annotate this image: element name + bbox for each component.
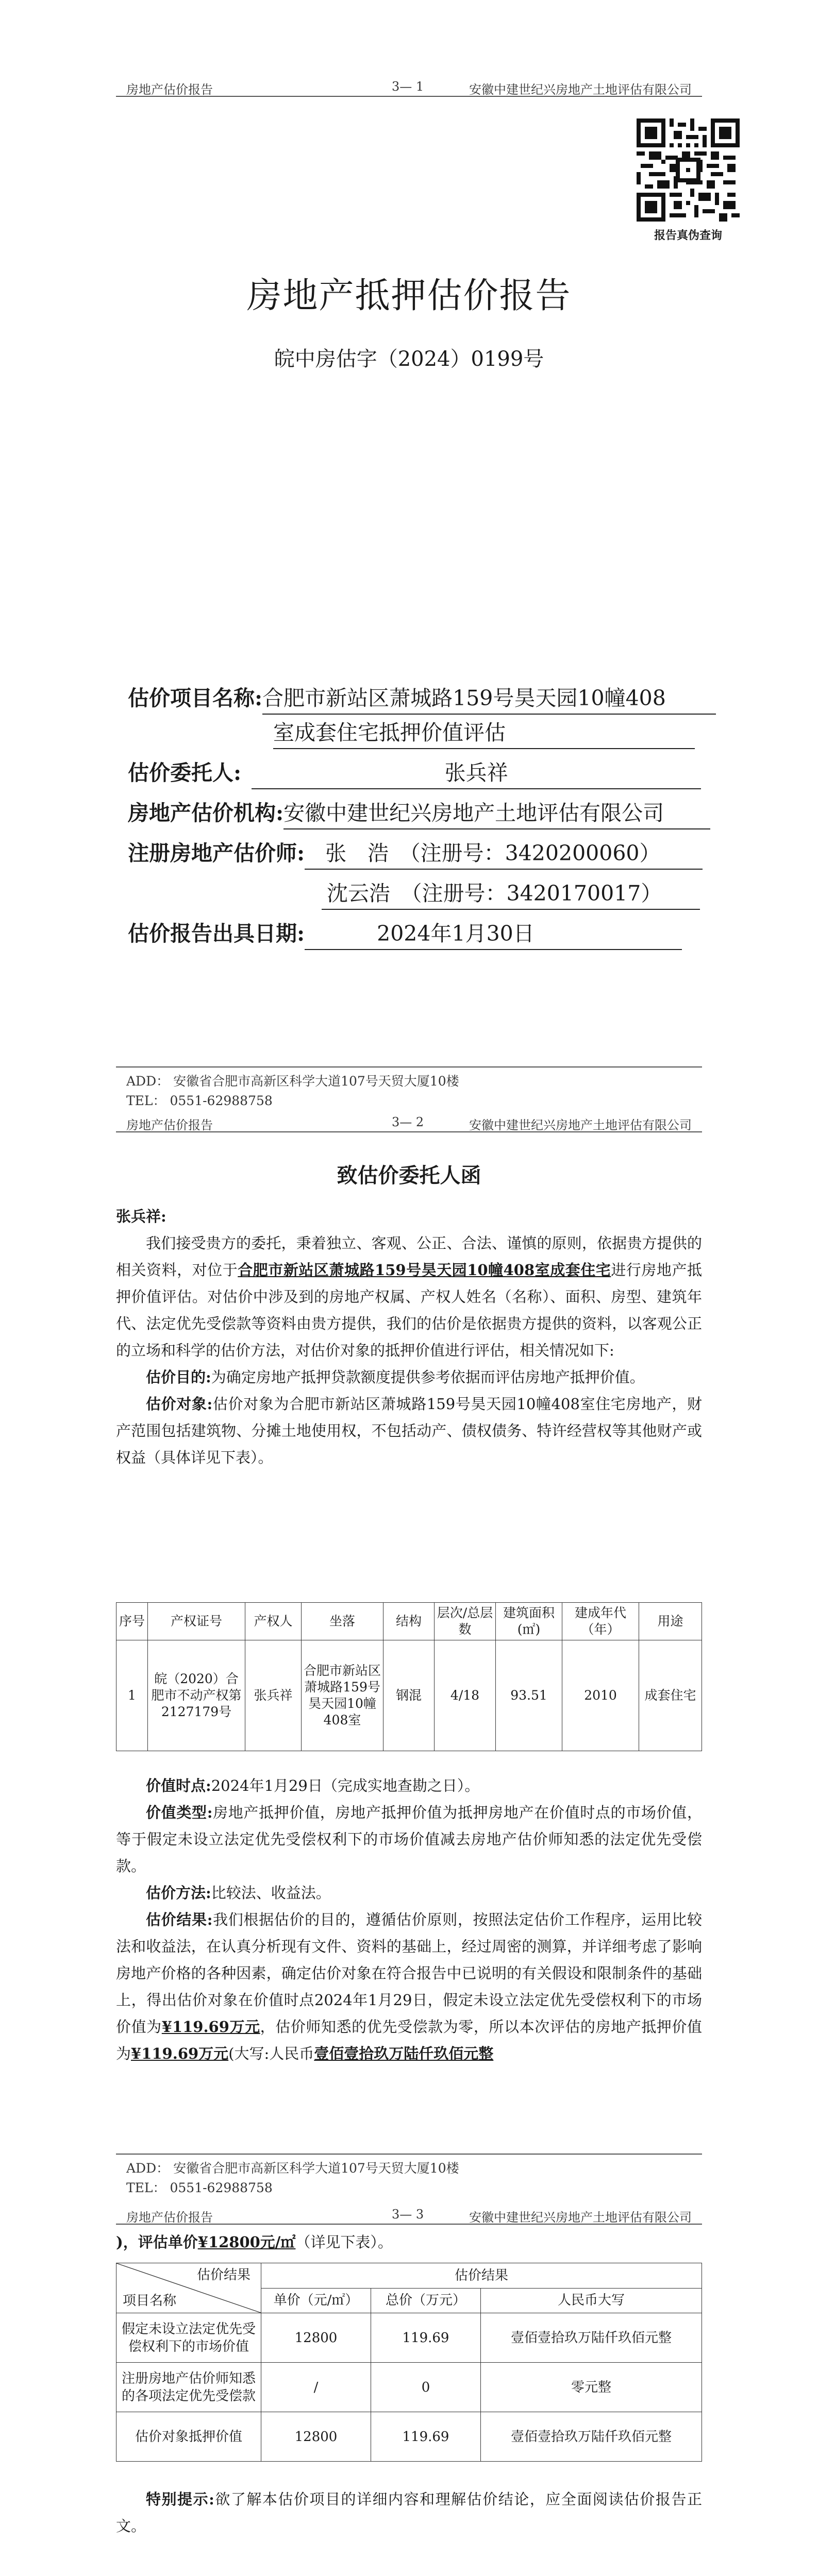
- table-header-cell: 建成年代（年）: [562, 1603, 639, 1640]
- qr-caption: 报告真伪查询: [654, 229, 722, 242]
- table-corner-cell: [116, 2263, 261, 2313]
- summary-table: [116, 2263, 702, 2462]
- header-left: 房地产估价报告: [126, 1118, 213, 1132]
- page-header: [116, 77, 702, 97]
- table-row: [116, 2363, 702, 2412]
- header-right: 安徽中建世纪兴房地产土地评估有限公司: [469, 82, 692, 97]
- table-row: [116, 2412, 702, 2462]
- table-cell: 93.51: [496, 1640, 562, 1751]
- property-address: 合肥市新站区萧城路159号昊天园10幢408室成套住宅: [238, 1261, 611, 1279]
- table-cell: 4/18: [435, 1640, 496, 1751]
- footer-tel: TEL： 0551-62988758: [126, 1093, 273, 1108]
- project-label: 估价项目名称:: [128, 686, 263, 710]
- value-date-paragraph: 价值时点:2024年1月29日（完成实地查勘之日）。: [146, 1777, 480, 1794]
- project-name-row: [128, 683, 716, 715]
- date-value: 2024年1月30日: [305, 918, 682, 950]
- table-header-row: [116, 1603, 702, 1640]
- object-paragraph: 估价对象:估价对象为合肥市新站区萧城路159号昊天园10幢408室住宅房地产，财产范围包括建筑物、分摊土地使用权，不包括动产、债权债务、特许经营权等其他财产或权益（具体详见下表）。: [116, 1395, 702, 1466]
- appraiser-2: 沈云浩 （注册号：3420170017）: [322, 878, 700, 910]
- client-value: 张兵祥: [252, 757, 701, 789]
- table-cell: 2010: [562, 1640, 639, 1751]
- table-cell: 皖（2020）合肥市不动产权第2127179号: [148, 1640, 245, 1751]
- table-cell: 钢混: [383, 1640, 435, 1751]
- project-value-line1: 合肥市新站区萧城路159号昊天园10幢408: [262, 683, 716, 715]
- value-type-paragraph: 价值类型:房地产抵押价值，房地产抵押价值为抵押房地产在价值时点的市场价值，等于假定未设立法定优先受偿权利下的市场价值减去房地产估价师知悉的法定优先受偿款。: [116, 1804, 702, 1875]
- header-left: 房地产估价报告: [126, 82, 213, 97]
- table-cell: 壹佰壹拾玖万陆仟玖佰元整: [481, 2313, 702, 2363]
- table-header-cell: 坐落: [302, 1603, 383, 1640]
- page-number: 3— 3: [392, 2207, 424, 2222]
- appraiser-label: 注册房地产估价师:: [128, 841, 305, 866]
- table-row: [116, 2313, 702, 2363]
- page-footer: [116, 1066, 702, 1111]
- report-number: 皖中房估字（2024）0199号: [274, 347, 544, 371]
- page-summary: [0, 2205, 818, 2576]
- project-name-row2: [273, 717, 695, 749]
- agency-value: 安徽中建世纪兴房地产土地评估有限公司: [283, 798, 710, 829]
- page-footer: [116, 2154, 702, 2198]
- table-header-row: [116, 2263, 702, 2289]
- table-header-cell: 层次/总层数: [435, 1603, 496, 1640]
- corner-bottom: 项目名称: [123, 2293, 177, 2309]
- appraiser-1: 张 浩 （注册号：3420200060）: [305, 838, 703, 870]
- appraiser-row2: [322, 878, 700, 910]
- table-header-cell: 产权证号: [148, 1603, 245, 1640]
- agency-label: 房地产估价机构:: [128, 801, 284, 825]
- table-cell: 合肥市新站区萧城路159号昊天园10幢408室: [302, 1640, 383, 1751]
- page-letter: [0, 1108, 818, 2200]
- table-header-cell: 序号: [116, 1603, 148, 1640]
- purpose-paragraph: 估价目的:为确定房地产抵押贷款额度提供参考依据而评估房地产抵押价值。: [146, 1368, 645, 1386]
- table-cell: /: [261, 2363, 371, 2412]
- letter-body-top: [116, 1203, 702, 1471]
- appraiser-row: [128, 838, 703, 870]
- page-cover: [0, 0, 818, 1108]
- corner-top: 估价结果: [196, 2267, 251, 2283]
- market-value: ¥119.69万元: [161, 2018, 260, 2036]
- table-cell: 12800: [261, 2412, 371, 2462]
- page-number: 3— 2: [392, 1115, 424, 1129]
- table-cell: 假定未设立法定优先受偿权利下的市场价值: [116, 2313, 261, 2363]
- table-header-cell: 用途: [639, 1603, 702, 1640]
- qr-code-icon[interactable]: [637, 118, 740, 222]
- table-cell: 张兵祥: [245, 1640, 302, 1751]
- property-table: [116, 1602, 702, 1751]
- footer-tel: TEL： 0551-62988758: [126, 2180, 273, 2195]
- table-header-cell: 单价（元/㎡）: [261, 2288, 371, 2313]
- table-cell: 成套住宅: [639, 1640, 702, 1751]
- table-header-cell: 总价（万元）: [371, 2288, 481, 2313]
- mortgage-value: ¥119.69万元: [131, 2045, 229, 2062]
- table-cell: 估价对象抵押价值: [116, 2412, 261, 2462]
- date-row: [128, 918, 682, 950]
- table-cell: 注册房地产估价师知悉的各项法定优先受偿款: [116, 2363, 261, 2412]
- page-number: 3— 1: [392, 79, 424, 94]
- report-title: 房地产抵押估价报告: [246, 276, 572, 316]
- date-label: 估价报告出具日期:: [128, 921, 305, 946]
- header-right: 安徽中建世纪兴房地产土地评估有限公司: [469, 2210, 692, 2225]
- method-paragraph: 估价方法:比较法、收益法。: [146, 1884, 331, 1902]
- value-in-words: 壹佰壹拾玖万陆仟玖佰元整: [314, 2045, 494, 2062]
- table-header-cell: 估价结果: [261, 2263, 702, 2289]
- table-header-cell: 产权人: [245, 1603, 302, 1640]
- table-cell: 119.69: [371, 2412, 481, 2462]
- client-row: [128, 757, 701, 789]
- page-header: [116, 2205, 702, 2225]
- table-row: [116, 1640, 702, 1751]
- header-right: 安徽中建世纪兴房地产土地评估有限公司: [469, 1118, 692, 1132]
- table-header-cell: 建筑面积(㎡): [496, 1603, 562, 1640]
- letter-title: 致估价委托人函: [337, 1163, 481, 1188]
- table-cell: 壹佰壹拾玖万陆仟玖佰元整: [481, 2412, 702, 2462]
- header-left: 房地产估价报告: [126, 2210, 213, 2225]
- page-header: [116, 1113, 702, 1132]
- table-cell: 零元整: [481, 2363, 702, 2412]
- agency-row: [128, 798, 710, 829]
- table-cell: 0: [371, 2363, 481, 2412]
- table-cell: 1: [116, 1640, 148, 1751]
- client-label: 估价委托人:: [128, 760, 242, 785]
- footer-address: ADD： 安徽省合肥市高新区科学大道107号天贸大厦10楼: [126, 2161, 459, 2176]
- unit-price: ¥12800元/㎡: [197, 2233, 296, 2251]
- special-note: 特别提示:欲了解本估价项目的详细内容和理解估价结论，应全面阅读估价报告正文。: [116, 2490, 702, 2535]
- result-paragraph: 估价结果:我们根据估价的目的，遵循估价原则，按照法定估价工作程序，运用比较法和收益法，在认真分析现有文件、资料的基础上，经过周密的测算，并详细考虑了影响房地产价格的各种因素，确定估价对象在符合报告中已说明的有关假设和限制条件的基础上，得出估价对象在价值时点2024年1月29日，假定未设立法定优先受偿权利下的市场价值为¥119.69万元，估价师知悉的优先受偿款为零，所以本次评估的房地产抵押价值为¥119.69万元(大写:人民币壹佰壹拾玖万陆仟玖佰元整: [116, 1911, 702, 2062]
- table-cell: 119.69: [371, 2313, 481, 2363]
- table-cell: 12800: [261, 2313, 371, 2363]
- table-header-cell: 结构: [383, 1603, 435, 1640]
- intro-paragraph: 我们接受贵方的委托，秉着独立、客观、公正、合法、谨慎的原则，依据贵方提供的相关资料，对位于合肥市新站区萧城路159号昊天园10幢408室成套住宅进行房地产抵押价值评估。对估价中涉及到的房地产权属、产权人姓名（名称）、面积、房型、建筑年代、法定优先受偿款等资料由贵方提供，我们的估价是依据贵方提供的资料，以客观公正的立场和科学的估价方法，对估价对象的抵押价值进行评估，相关情况如下:: [116, 1234, 702, 1359]
- table-header-cell: 人民币大写: [481, 2288, 702, 2313]
- salutation: 张兵祥:: [116, 1208, 166, 1225]
- result-continued: )，评估单价¥12800元/㎡（详见下表）。: [116, 2233, 393, 2251]
- letter-body-bottom: [116, 1772, 702, 2067]
- project-value-line2: 室成套住宅抵押价值评估: [273, 717, 695, 749]
- footer-address: ADD： 安徽省合肥市高新区科学大道107号天贸大厦10楼: [126, 1074, 459, 1089]
